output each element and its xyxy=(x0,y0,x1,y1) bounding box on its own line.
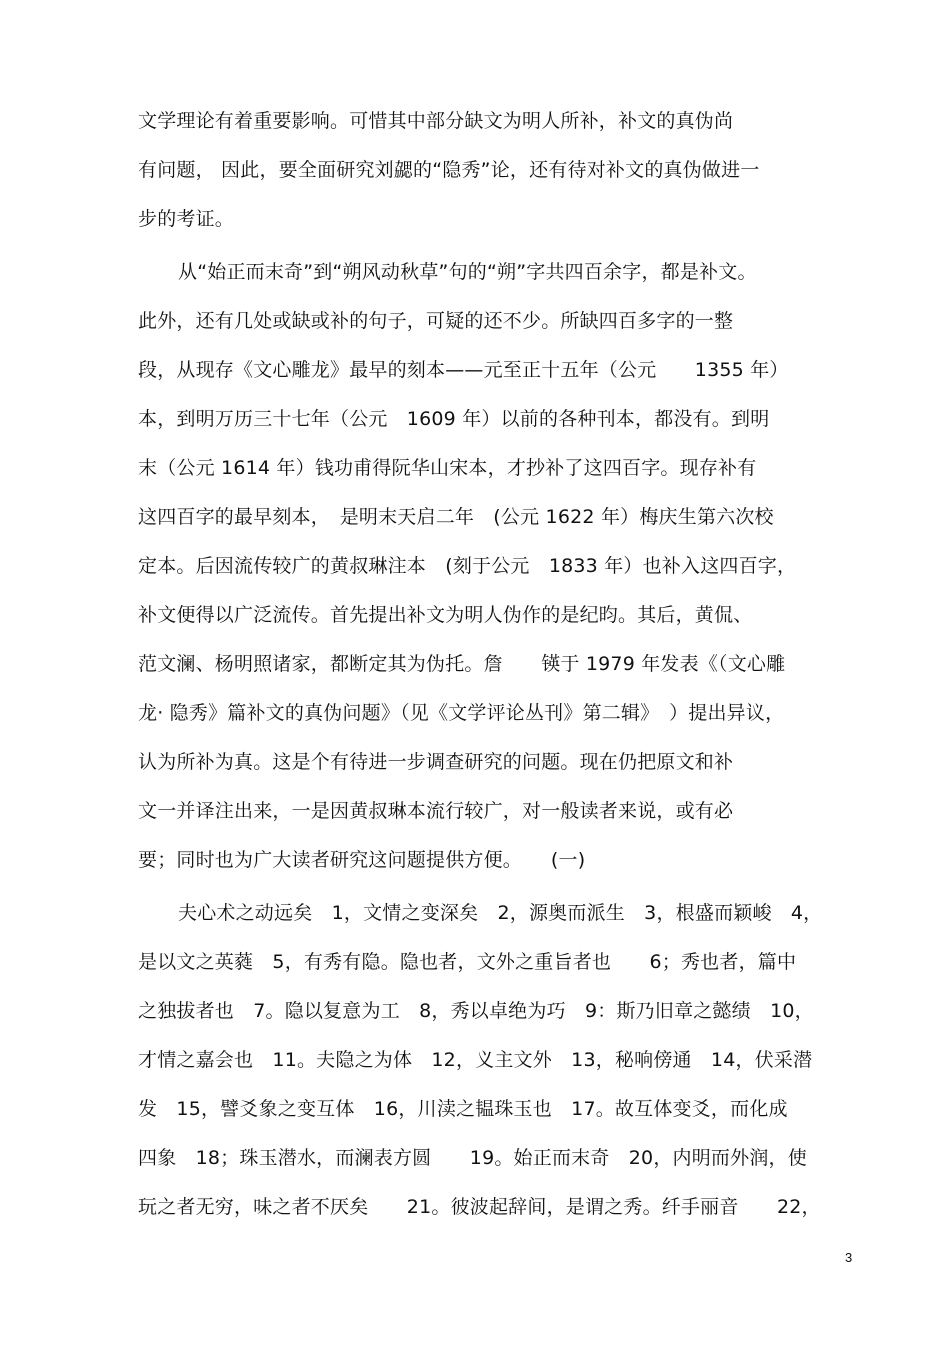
text-line-4: 从“始正而末奇”到“朔风动秋草”句的“朔”字共四百余字，都是补文。 xyxy=(178,261,757,283)
text-line-16: 要；同时也为广大读者研究这问题提供方便。 (一) xyxy=(138,849,586,871)
text-line-7: 本，到明万历三十七年（公元 1609 年）以前的各种刊本，都没有。到明 xyxy=(138,408,770,430)
text-line-22: 四象 18；珠玉潜水，而澜表方圆 19。始正而末奇 20，内明而外润，使 xyxy=(138,1147,807,1169)
text-line-21: 发 15，譬爻象之变互体 16，川渎之韫珠玉也 17。故互体变爻，而化成 xyxy=(138,1098,788,1120)
text-line-9: 这四百字的最早刻本， 是明末天启二年 (公元 1622 年）梅庆生第六次校 xyxy=(138,506,774,528)
text-line-14: 认为所补为真。这是个有待进一步调查研究的问题。现在仍把原文和补 xyxy=(138,751,734,773)
text-line-13: 龙· 隐秀》篇补文的真伪问题》（见《文学评论丛刊》第二辑》 ）提出异议， xyxy=(138,702,785,724)
text-line-19: 之独拔者也 7。隐以复意为工 8，秀以卓绝为巧 9：斯乃旧章之懿绩 10， xyxy=(138,1000,814,1022)
text-line-17: 夫心术之动远矣 1，文情之变深矣 2，源奥而派生 3，根盛而颖峻 4， xyxy=(178,902,823,924)
text-line-23: 玩之者无穷，味之者不厌矣 21。彼波起辞间，是谓之秀。纤手丽音 22， xyxy=(138,1196,821,1218)
text-line-10: 定本。后因流传较广的黄叔琳注本 (刻于公元 1833 年）也补入这四百字， xyxy=(138,555,797,577)
text-line-5: 此外，还有几处或缺或补的句子，可疑的还不少。所缺四百多字的一整 xyxy=(138,310,734,332)
text-line-1: 文学理论有着重要影响。可惜其中部分缺文为明人所补，补文的真伪尚 xyxy=(138,110,734,132)
text-line-11: 补文便得以广泛流传。首先提出补文为明人伪作的是纪昀。其后，黄侃、 xyxy=(138,604,753,626)
text-line-20: 才情之嘉会也 11。夫隐之为体 12，义主文外 13，秘响傍通 14，伏采潜 xyxy=(138,1049,813,1071)
text-line-18: 是以文之英蕤 5，有秀有隐。隐也者，文外之重旨者也 6；秀也者，篇中 xyxy=(138,951,797,973)
text-line-3: 步的考证。 xyxy=(138,208,235,230)
text-line-2: 有问题， 因此，要全面研究刘勰的“隐秀”论，还有待对补文的真伪做进一 xyxy=(138,159,760,181)
text-line-12: 范文澜、杨明照诸家，都断定其为伪托。詹 锳于 1979 年发表《（文心雕 xyxy=(138,653,786,675)
text-line-8: 末（公元 1614 年）钱功甫得阮华山宋本，才抄补了这四百字。现存补有 xyxy=(138,457,757,479)
text-line-15: 文一并译注出来，一是因黄叔琳本流行较广，对一般读者来说，或有必 xyxy=(138,800,734,822)
text-line-6: 段，从现存《文心雕龙》最早的刻本——元至正十五年（公元 1355 年） xyxy=(138,359,789,381)
page-number: 3 xyxy=(845,1250,853,1265)
